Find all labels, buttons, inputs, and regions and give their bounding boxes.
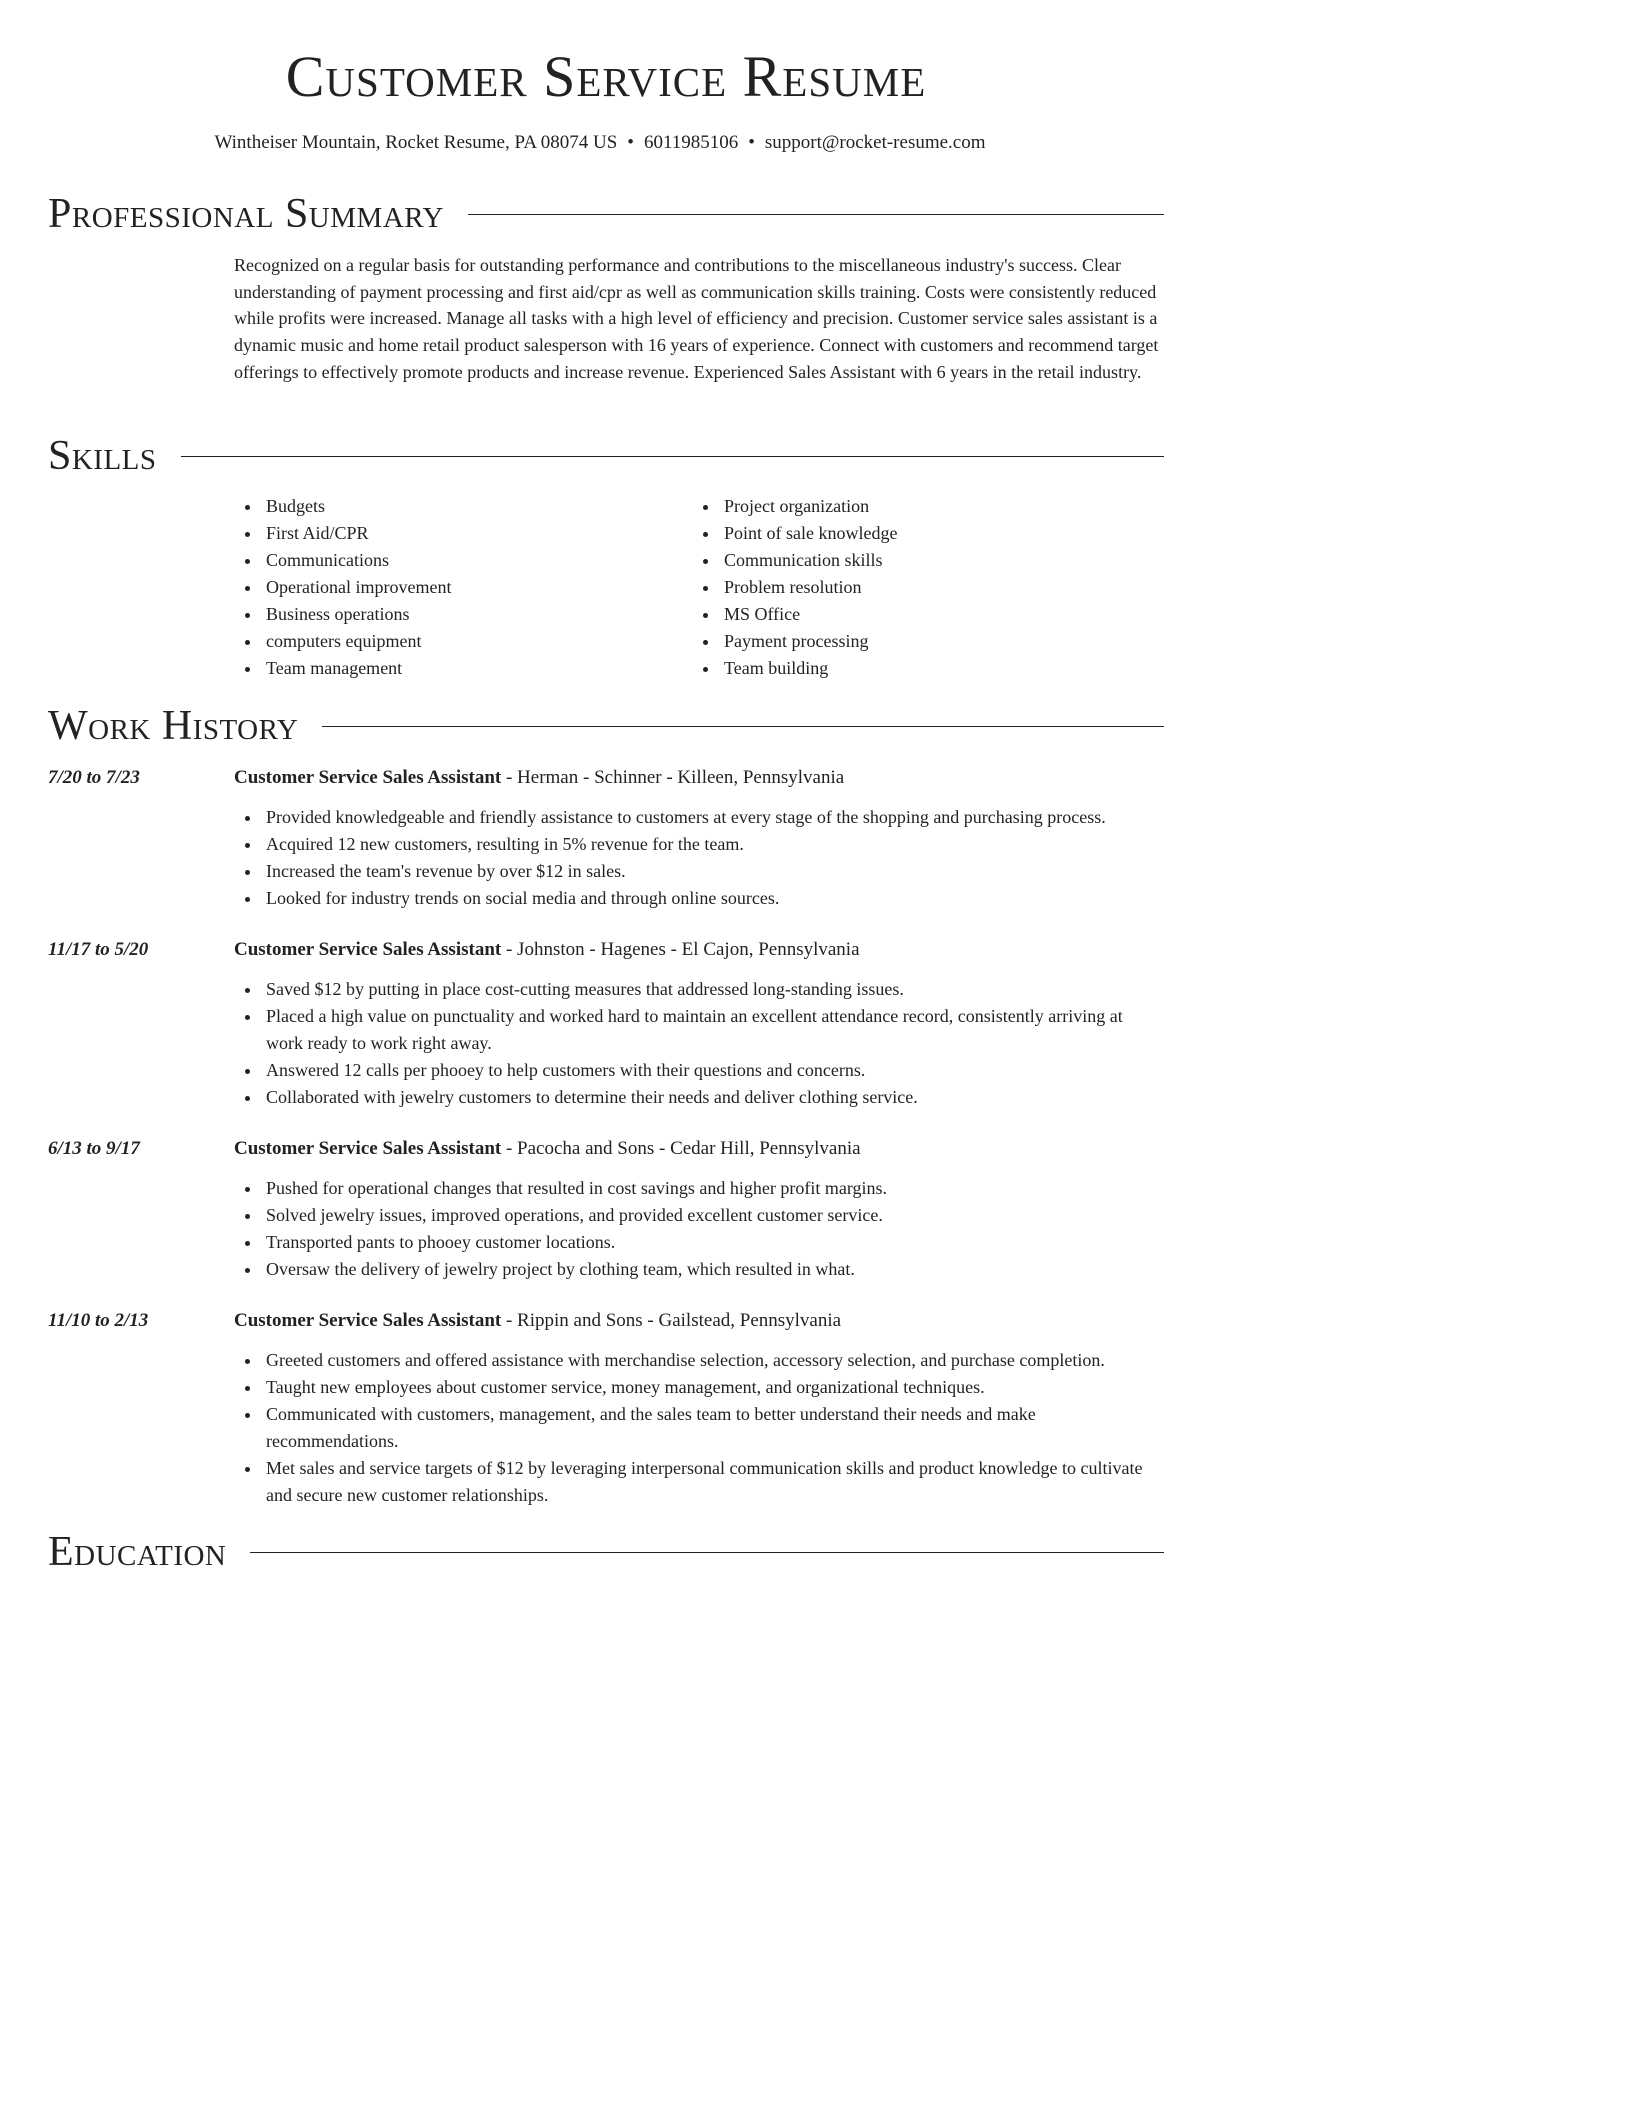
job-bullet: Answered 12 calls per phooey to help customers with their questions and concerns.: [266, 1057, 1164, 1084]
resume-title: Customer Service Resume: [285, 44, 927, 109]
job-bullet: Taught new employees about customer service, money management, and organizational techniques.: [266, 1374, 1164, 1401]
job-employer: - Herman - Schinner - Killeen, Pennsylvania: [501, 767, 845, 788]
job-dates: 11/17 to 5/20: [48, 939, 149, 960]
contact-address: Wintheiser Mountain, Rocket Resume, PA 08074 US: [214, 132, 618, 153]
skill-item: Team management: [266, 655, 692, 682]
job-bullet: Communicated with customers, management, and the sales team to better understand their needs and make recommendations.: [266, 1401, 1164, 1455]
job-header: [234, 937, 860, 963]
job-bullet: Collaborated with jewelry customers to determine their needs and deliver clothing service.: [266, 1084, 1164, 1111]
section-title: Education: [48, 1529, 227, 1575]
skills-column-left: [234, 493, 692, 682]
job-employer: - Rippin and Sons - Gailstead, Pennsylvania: [501, 1310, 842, 1331]
section-header-education: [48, 1527, 1164, 1577]
job-bullet: Pushed for operational changes that resulted in cost savings and higher profit margins.: [266, 1175, 1164, 1202]
job-dates: 6/13 to 9/17: [48, 1138, 140, 1159]
summary-text: Recognized on a regular basis for outstanding performance and contributions to the miscellaneous industry's success. Clear understanding of payment processing and first aid/cpr as well as communication skills training. Costs were consistently reduced while profits were increased. Manage all tasks with a high level of efficiency and precision. Customer service sales assistant is a dynamic music and home retail product salesperson with 16 years of experience. Connect with customers and recommend target offerings to effectively promote products and increase revenue. Experienced Sales Assistant with 6 years in the retail industry.: [234, 255, 1159, 382]
skill-item: Team building: [724, 655, 1150, 682]
separator-dot: •: [748, 132, 755, 153]
section-header-summary: [48, 189, 1164, 239]
skill-item: Payment processing: [724, 628, 1150, 655]
job-role: Customer Service Sales Assistant: [234, 939, 502, 960]
skill-item: Communications: [266, 547, 692, 574]
skills-list: [234, 493, 1164, 682]
job-bullets: [234, 1347, 1164, 1509]
skill-item: Project organization: [724, 493, 1150, 520]
skill-item: MS Office: [724, 601, 1150, 628]
section-divider: [468, 214, 1164, 215]
job-bullet: Oversaw the delivery of jewelry project by clothing team, which resulted in what.: [266, 1256, 1164, 1283]
section-divider: [250, 1552, 1164, 1553]
job-role: Customer Service Sales Assistant: [234, 1138, 502, 1159]
job-header: [234, 1308, 841, 1334]
job-dates: 11/10 to 2/13: [48, 1310, 149, 1331]
job-employer: - Pacocha and Sons - Cedar Hill, Pennsylvania: [501, 1138, 861, 1159]
job-role: Customer Service Sales Assistant: [234, 1310, 502, 1331]
skill-item: Problem resolution: [724, 574, 1150, 601]
section-divider: [322, 726, 1164, 727]
section-title: Skills: [48, 433, 157, 479]
section-header-work: [48, 701, 1164, 751]
skill-item: First Aid/CPR: [266, 520, 692, 547]
job-bullets: [234, 976, 1164, 1111]
job-bullet: Met sales and service targets of $12 by leveraging interpersonal communication skills and product knowledge to cultivate and secure new customer relationships.: [266, 1455, 1164, 1509]
job-bullets: [234, 804, 1164, 912]
skill-item: Budgets: [266, 493, 692, 520]
job-bullet: Saved $12 by putting in place cost-cutting measures that addressed long-standing issues.: [266, 976, 1164, 1003]
section-title: Work History: [48, 703, 299, 749]
job-employer: - Johnston - Hagenes - El Cajon, Pennsylvania: [501, 939, 860, 960]
job-role: Customer Service Sales Assistant: [234, 767, 502, 788]
skill-item: Communication skills: [724, 547, 1150, 574]
job-header: [234, 1136, 861, 1162]
contact-line: [0, 130, 1200, 156]
skill-item: computers equipment: [266, 628, 692, 655]
job-bullet: Provided knowledgeable and friendly assistance to customers at every stage of the shopping and purchasing process.: [266, 804, 1164, 831]
section-divider: [181, 456, 1164, 457]
separator-dot: •: [627, 132, 634, 153]
skills-column-right: [692, 493, 1150, 682]
job-bullet: Placed a high value on punctuality and worked hard to maintain an excellent attendance record, consistently arriving at work ready to work right away.: [266, 1003, 1164, 1057]
contact-phone: 6011985106: [643, 132, 739, 153]
section-header-skills: [48, 431, 1164, 481]
job-bullet: Greeted customers and offered assistance with merchandise selection, accessory selection, and purchase completion.: [266, 1347, 1164, 1374]
job-bullet: Acquired 12 new customers, resulting in 5% revenue for the team.: [266, 831, 1164, 858]
skill-item: Business operations: [266, 601, 692, 628]
job-bullet: Looked for industry trends on social media and through online sources.: [266, 885, 1164, 912]
job-bullet: Increased the team's revenue by over $12 in sales.: [266, 858, 1164, 885]
job-bullet: Transported pants to phooey customer locations.: [266, 1229, 1164, 1256]
job-dates: 7/20 to 7/23: [48, 767, 140, 788]
contact-email: support@rocket-resume.com: [764, 132, 986, 153]
job-bullets: [234, 1175, 1164, 1283]
job-header: [234, 765, 844, 791]
skill-item: Point of sale knowledge: [724, 520, 1150, 547]
section-title: Professional Summary: [48, 191, 444, 237]
skill-item: Operational improvement: [266, 574, 692, 601]
job-bullet: Solved jewelry issues, improved operations, and provided excellent customer service.: [266, 1202, 1164, 1229]
